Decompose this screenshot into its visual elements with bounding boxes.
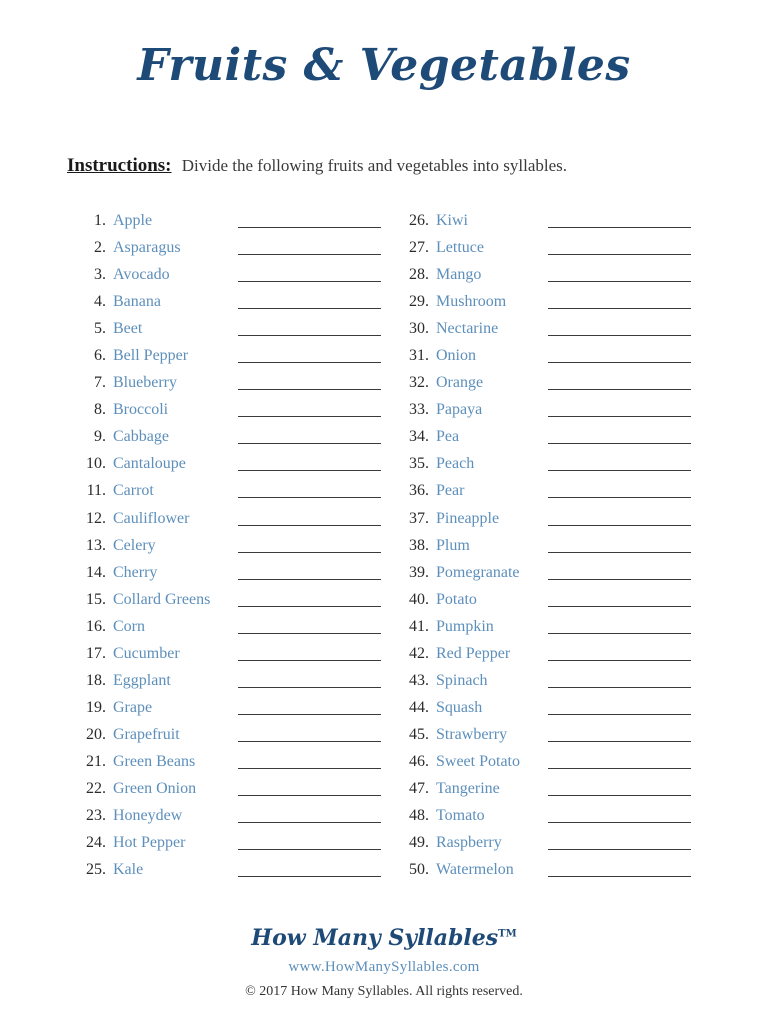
item-name: Onion [436,347,476,365]
item-name: Broccoli [113,401,169,419]
list-item [80,372,410,399]
item-name: Cherry [113,563,158,581]
answer-blank[interactable] [548,362,691,363]
list-item [80,832,410,859]
answer-blank[interactable] [238,254,381,255]
answer-blank[interactable] [548,741,691,742]
item-number: 12. [86,509,106,527]
item-number: 16. [86,617,106,635]
item-name: Nectarine [436,320,499,338]
list-item [403,832,733,859]
item-name: Collard Greens [113,590,211,608]
list-item [403,805,733,832]
item-number: 40. [409,590,429,608]
item-number: 38. [409,536,429,554]
item-number: 44. [409,698,429,716]
item-name: Spinach [436,671,488,689]
list-item [403,372,733,399]
instructions-label: Instructions: [67,155,172,176]
instructions-text: Divide the following fruits and vegetables into syllables. [181,156,568,175]
item-number: 49. [409,834,429,852]
item-name: Beet [113,320,143,338]
list-item [80,291,410,318]
item-number: 43. [409,671,429,689]
item-number: 23. [86,807,106,825]
item-name: Cauliflower [113,509,190,527]
item-name: Cucumber [113,644,180,662]
item-name: Cabbage [113,428,169,446]
item-name: Pumpkin [436,617,494,635]
item-number: 24. [86,834,106,852]
answer-blank[interactable] [548,633,691,634]
item-name: Kiwi [436,212,468,229]
list-item [80,480,410,507]
item-number: 4. [94,293,106,311]
item-name: Strawberry [436,725,508,743]
item-name: Tomato [436,807,485,825]
answer-blank[interactable] [548,389,691,390]
answer-blank[interactable] [238,335,381,336]
list-item [403,859,733,886]
item-name: Orange [436,374,484,392]
list-item [80,318,410,345]
answer-blank[interactable] [548,552,691,553]
answer-blank[interactable] [548,714,691,715]
answer-blank[interactable] [548,335,691,336]
item-name: Cantaloupe [113,455,186,473]
item-number: 48. [409,807,429,825]
item-name: Peach [436,455,475,473]
item-name: Grapefruit [113,725,180,743]
page-title: Fruits & Vegetables [137,40,631,91]
item-name: Asparagus [113,239,181,257]
item-number: 3. [94,266,106,284]
answer-blank[interactable] [238,389,381,390]
item-list-right [403,210,733,886]
list-item [403,535,733,562]
answer-blank[interactable] [548,443,691,444]
list-item [80,426,410,453]
item-number: 25. [86,861,106,879]
item-number: 34. [409,428,429,446]
item-number: 21. [86,752,106,770]
list-item [80,724,410,751]
answer-blank[interactable] [238,281,381,282]
list-item [403,318,733,345]
answer-blank[interactable] [238,606,381,607]
answer-blank[interactable] [548,795,691,796]
item-number: 17. [86,644,106,662]
answer-blank[interactable] [238,308,381,309]
list-item [403,210,733,237]
answer-blank[interactable] [548,660,691,661]
list-item [80,697,410,724]
item-name: Plum [436,536,470,554]
footer-brand-name: How Many Syllables [251,925,499,951]
item-number: 5. [94,320,106,338]
answer-blank[interactable] [238,525,381,526]
answer-blank[interactable] [548,687,691,688]
list-item [80,508,410,535]
item-number: 39. [409,563,429,581]
item-name: Green Onion [113,779,197,797]
item-name: Pomegranate [436,563,520,581]
answer-blank[interactable] [238,470,381,471]
item-number: 30. [409,320,429,338]
instructions [67,155,567,177]
item-number: 14. [86,563,106,581]
item-name: Papaya [436,401,483,419]
item-number: 20. [86,725,106,743]
list-item [80,616,410,643]
list-item [80,210,410,237]
answer-blank[interactable] [238,552,381,553]
item-number: 18. [86,671,106,689]
answer-blank[interactable] [548,768,691,769]
item-name: Corn [113,617,145,635]
item-name: Grape [113,698,153,716]
footer-copyright: © 2017 How Many Syllables. All rights reserved. [245,984,523,999]
list-item [80,670,410,697]
answer-blank[interactable] [238,714,381,715]
item-name: Honeydew [113,807,183,825]
item-name: Kale [113,861,144,879]
list-item [80,589,410,616]
list-item [403,724,733,751]
answer-blank[interactable] [548,849,691,850]
answer-blank[interactable] [238,795,381,796]
item-name: Eggplant [113,671,171,689]
item-number: 22. [86,779,106,797]
item-number: 8. [94,401,106,419]
list-item [80,453,410,480]
answer-blank[interactable] [548,497,691,498]
item-name: Squash [436,698,483,716]
list-item [80,562,410,589]
item-number: 33. [409,401,429,419]
list-item [403,345,733,372]
item-name: Apple [113,212,153,229]
answer-blank[interactable] [238,660,381,661]
footer-url[interactable]: www.HowManySyllables.com [288,959,480,975]
answer-blank[interactable] [238,497,381,498]
item-number: 11. [86,482,106,500]
list-item [403,291,733,318]
item-name: Pineapple [436,509,500,527]
item-number: 1. [94,212,106,229]
item-name: Green Beans [113,752,196,770]
answer-blank[interactable] [548,525,691,526]
item-name: Mushroom [436,293,507,311]
list-item [80,399,410,426]
list-item [403,751,733,778]
list-item [403,589,733,616]
item-number: 42. [409,644,429,662]
answer-blank[interactable] [548,470,691,471]
answer-blank[interactable] [548,606,691,607]
answer-blank[interactable] [238,768,381,769]
item-number: 36. [409,482,429,500]
list-item [403,508,733,535]
list-item [80,535,410,562]
list-item [403,264,733,291]
answer-blank[interactable] [548,227,691,228]
list-item [403,237,733,264]
answer-blank[interactable] [238,849,381,850]
item-number: 10. [86,455,106,473]
item-number: 19. [86,698,106,716]
answer-blank[interactable] [548,416,691,417]
item-name: Celery [113,536,156,554]
item-name: Blueberry [113,374,177,392]
answer-blank[interactable] [238,687,381,688]
item-number: 9. [94,428,106,446]
list-item [403,616,733,643]
item-name: Bell Pepper [113,347,189,365]
item-number: 37. [409,509,429,527]
item-name: Carrot [113,482,154,500]
item-name: Lettuce [436,239,484,257]
item-name: Tangerine [436,779,500,797]
list-item [80,778,410,805]
item-number: 28. [409,266,429,284]
item-number: 2. [94,239,106,257]
item-number: 15. [86,590,106,608]
item-name: Red Pepper [436,644,511,662]
item-name: Mango [436,266,482,284]
answer-blank[interactable] [238,227,381,228]
list-item [80,237,410,264]
item-name: Watermelon [436,861,514,879]
item-number: 7. [94,374,106,392]
list-item [80,859,410,886]
answer-blank[interactable] [548,876,691,877]
answer-blank[interactable] [548,579,691,580]
item-list-left [80,210,410,886]
item-name: Banana [113,293,161,311]
list-item [80,751,410,778]
answer-blank[interactable] [548,822,691,823]
item-number: 45. [409,725,429,743]
item-number: 27. [409,239,429,257]
answer-blank[interactable] [238,876,381,877]
list-item [403,399,733,426]
footer-brand [0,925,768,951]
answer-blank[interactable] [238,362,381,363]
item-name: Sweet Potato [436,752,520,770]
item-name: Avocado [113,266,170,284]
item-name: Pea [436,428,460,446]
list-item [403,453,733,480]
item-number: 29. [409,293,429,311]
answer-blank[interactable] [238,822,381,823]
item-number: 26. [409,212,429,229]
item-name: Pear [436,482,465,500]
list-item [80,345,410,372]
answer-blank[interactable] [548,254,691,255]
item-name: Potato [436,590,477,608]
item-number: 35. [409,455,429,473]
item-number: 13. [86,536,106,554]
item-name: Raspberry [436,834,502,852]
answer-blank[interactable] [238,416,381,417]
list-item [80,805,410,832]
item-number: 47. [409,779,429,797]
item-number: 46. [409,752,429,770]
item-number: 50. [409,861,429,879]
list-item [403,697,733,724]
list-item [403,643,733,670]
item-number: 6. [94,347,106,365]
trademark-mark: TM [498,928,517,940]
item-number: 41. [409,617,429,635]
item-number: 32. [409,374,429,392]
answer-blank[interactable] [548,308,691,309]
answer-blank[interactable] [238,633,381,634]
list-item [403,670,733,697]
answer-blank[interactable] [238,443,381,444]
list-item [403,562,733,589]
answer-blank[interactable] [238,741,381,742]
answer-blank[interactable] [548,281,691,282]
list-item [403,778,733,805]
answer-blank[interactable] [238,579,381,580]
item-name: Hot Pepper [113,834,186,852]
list-item [403,426,733,453]
item-number: 31. [409,347,429,365]
list-item [403,480,733,507]
list-item [80,264,410,291]
list-item [80,643,410,670]
